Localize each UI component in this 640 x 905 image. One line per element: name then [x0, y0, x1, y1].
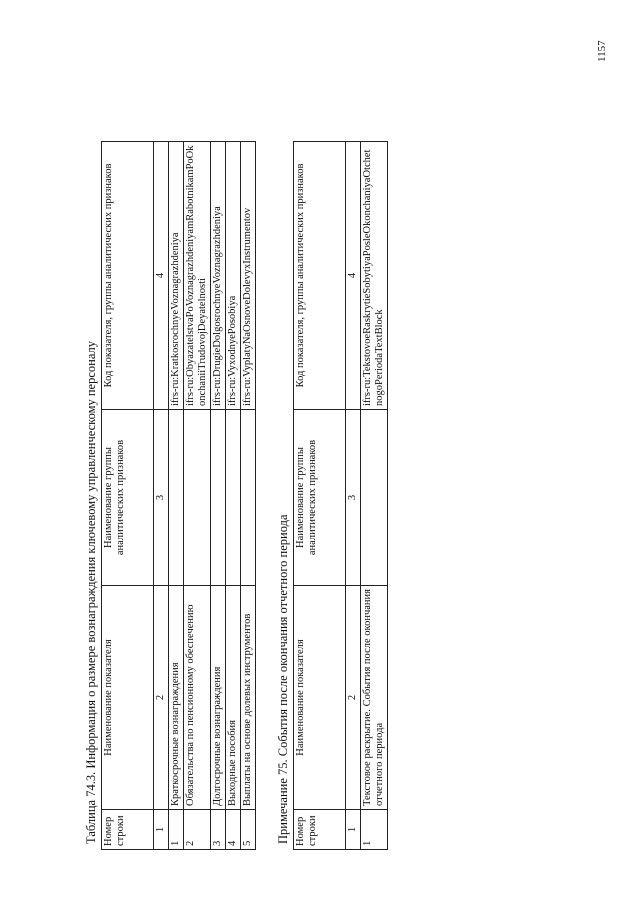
row-number: 2 — [184, 810, 211, 850]
indicator-name: Текстовое раскрытие. События после окончания отчетного периода — [361, 586, 388, 810]
col-number: 1 — [346, 810, 361, 850]
indicator-name: Выходные пособия — [226, 586, 241, 810]
header-indicator-name: Наименование показателя — [102, 586, 154, 810]
group-name — [226, 410, 241, 586]
table-row — [361, 142, 388, 850]
note-75-caption: Примечание 75. События после окончания отчетного периода — [276, 514, 290, 844]
header-row-number: Номер строки — [294, 810, 346, 850]
group-name — [169, 410, 184, 586]
col-number: 4 — [346, 142, 361, 410]
header-code: Код показателя, группы аналитических признаков — [294, 142, 346, 410]
table-74-3 — [101, 141, 256, 850]
header-group-name: Наименование группы аналитических признаков — [294, 410, 346, 586]
table-row — [184, 142, 211, 850]
col-number: 3 — [346, 410, 361, 586]
indicator-name: Выплаты на основе долевых инструментов — [241, 586, 256, 810]
row-number: 1 — [361, 810, 388, 850]
row-number: 5 — [241, 810, 256, 850]
col-number: 4 — [154, 142, 169, 410]
header-group-name: Наименование группы аналитических признаков — [102, 410, 154, 586]
column-number-row — [346, 142, 361, 850]
indicator-code: ifrs-ru:VyxodnyePosobiya — [226, 142, 241, 410]
col-number: 1 — [154, 810, 169, 850]
indicator-name: Краткосрочные вознаграждения — [169, 586, 184, 810]
table-header-row — [102, 142, 154, 850]
page-number: 1157 — [596, 40, 608, 62]
table-row — [169, 142, 184, 850]
header-row-number: Номер строки — [102, 810, 154, 850]
group-name — [211, 410, 226, 586]
indicator-name: Долгосрочные вознаграждения — [211, 586, 226, 810]
indicator-code: ifrs-ru:VyplatyNaOsnoveDolevyxInstrumentov — [241, 142, 256, 410]
table-row — [226, 142, 241, 850]
header-code: Код показателя, группы аналитических признаков — [102, 142, 154, 410]
group-name — [241, 410, 256, 586]
indicator-name: Обязательства по пенсионному обеспечению — [184, 586, 211, 810]
col-number: 3 — [154, 410, 169, 586]
group-name — [184, 410, 211, 586]
column-number-row — [154, 142, 169, 850]
col-number: 2 — [346, 586, 361, 810]
group-name — [361, 410, 388, 586]
indicator-code: ifrs-ru:DrugieDolgosrochnyeVoznagrazhdeniya — [211, 142, 226, 410]
note-75-table — [293, 141, 388, 850]
row-number: 1 — [169, 810, 184, 850]
header-indicator-name: Наименование показателя — [294, 586, 346, 810]
row-number: 3 — [211, 810, 226, 850]
table-row — [211, 142, 226, 850]
indicator-code: ifrs-ru:TekstovoeRaskrytieSobytiyaPosleOkonchaniyaOtchetnogoPeriodaTextBlock — [361, 142, 388, 410]
col-number: 2 — [154, 586, 169, 810]
row-number: 4 — [226, 810, 241, 850]
table-row — [241, 142, 256, 850]
table-74-3-caption: Таблица 74.3. Информация о размере вознаграждения ключевому управленческому персоналу — [84, 341, 98, 844]
indicator-code: ifrs-ru:ObyazatelstvaPoVoznagrazhdeniyamRabotnikamPoOkonchaniiTrudovojDeyatelnosti — [184, 142, 211, 410]
table-header-row — [294, 142, 346, 850]
rotated-page-content — [80, 50, 600, 850]
indicator-code: ifrs-ru:KratkosrochnyeVoznagrazhdeniya — [169, 142, 184, 410]
